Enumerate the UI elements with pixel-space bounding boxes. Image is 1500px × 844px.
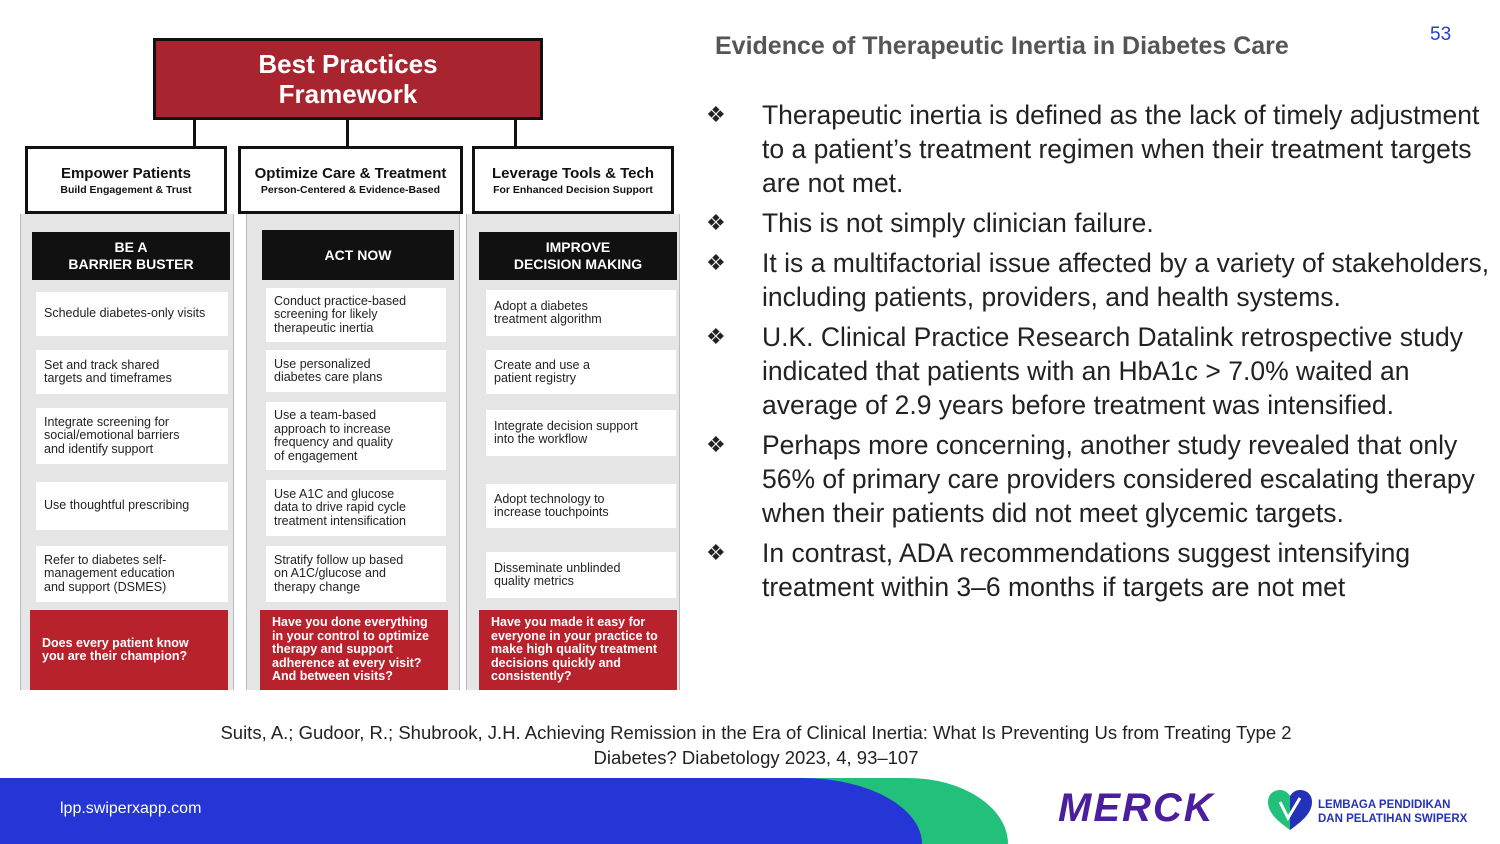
list-item: Integrate decision support into the workflow [486,410,676,456]
list-item: Set and track shared targets and timeframes [36,350,228,394]
bullet-text: This is not simply clinician failure. [762,208,1154,238]
bullet-item [700,536,1490,604]
list-item: Conduct practice-based screening for likely therapeutic inertia [266,288,446,342]
page-number: 53 [1430,24,1452,45]
list-item: Disseminate unblinded quality metrics [486,552,676,598]
citation: Suits, A.; Gudoor, R.; Shubrook, J.H. Achieving Remission in the Era of Clinical Inertia: What Is Preventing Us from Treating Type 2 Diabetes? Diabetology 2023, 4, 93–107 [220,722,1292,768]
list-item: Use personalized diabetes care plans [266,350,446,392]
bullet-text: It is a multifactorial issue affected by a variety of stakeholders, including patients, providers, and health systems. [762,248,1490,312]
column-heading-subtitle: For Enhanced Decision Support [493,183,653,196]
list-item: Use a team-based approach to increase frequency and quality of engagement [266,402,446,470]
list-item: Create and use a patient registry [486,350,676,394]
bullet-item [700,98,1490,200]
list-item: Schedule diabetes-only visits [36,292,228,336]
action-header: IMPROVE DECISION MAKING [479,232,677,280]
list-item: Use thoughtful prescribing [36,482,228,530]
bullet-text: U.K. Clinical Practice Research Datalink retrospective study indicated that patients with an HbA1c > 7.0% waited an average of 2.9 years before treatment was intensified. [762,322,1464,420]
column-heading-optimize [238,146,463,214]
bullet-text: Perhaps more concerning, another study revealed that only 56% of primary care providers considered escalating therapy when their patients did not meet glycemic targets. [762,430,1475,528]
diamond-bullet-icon: ❖ [706,324,726,349]
list-item: Adopt a diabetes treatment algorithm [486,290,676,336]
column-heading-title: Optimize Care & Treatment [254,164,447,182]
bullet-text: Therapeutic inertia is defined as the lack of timely adjustment to a patient’s treatment regimen when their treatment targets are not met. [762,100,1480,198]
bullet-item [700,246,1490,314]
slide-title: Evidence of Therapeutic Inertia in Diabetes Care [715,32,1289,60]
heart-shield-icon [1266,788,1314,832]
leverage-question: Have you made it easy for everyone in your practice to make high quality treatment decisions quickly and consistently? [479,610,677,690]
list-item: Refer to diabetes self- management education and support (DSMES) [36,546,228,602]
column-heading-title: Leverage Tools & Tech [492,164,654,182]
column-heading-empower [25,146,227,214]
connector-line [514,120,517,146]
connector-line [346,120,349,146]
institution-name: LEMBAGA PENDIDIKAN DAN PELATIHAN SWIPERX [1318,799,1468,825]
column-heading-subtitle: Build Engagement & Trust [60,183,192,196]
bullet-text: In contrast, ADA recommendations suggest intensifying treatment within 3–6 months if targets are not met [762,538,1411,602]
diamond-bullet-icon: ❖ [706,102,726,127]
column-heading-leverage [472,146,674,214]
champion-question: Does every patient know you are their champion? [30,610,228,690]
framework-title: Best Practices Framework [153,38,543,120]
action-header: BE A BARRIER BUSTER [32,232,230,280]
action-header: ACT NOW [262,230,454,280]
list-item: Integrate screening for social/emotional barriers and identify support [36,408,228,464]
diamond-bullet-icon: ❖ [706,540,726,565]
bullet-list [700,98,1490,610]
bullet-item [700,428,1490,530]
column-heading-subtitle: Person-Centered & Evidence-Based [260,183,441,196]
diamond-bullet-icon: ❖ [706,210,726,235]
list-item: Stratify follow up based on A1C/glucose and therapy change [266,546,446,602]
list-item: Adopt technology to increase touchpoints [486,484,676,528]
column-heading-title: Empower Patients [60,164,192,182]
diamond-bullet-icon: ❖ [706,432,726,457]
list-item: Use A1C and glucose data to drive rapid cycle treatment intensification [266,480,446,536]
optimize-question: Have you done everything in your control to optimize therapy and support adherence at every visit? And between visits? [260,610,448,690]
connector-line [193,120,196,146]
merck-logo: MERCK [1058,786,1215,830]
footer-url-link[interactable]: lpp.swiperxapp.com [60,800,202,817]
diamond-bullet-icon: ❖ [706,250,726,275]
bullet-item [700,320,1490,422]
bullet-item [700,206,1490,240]
